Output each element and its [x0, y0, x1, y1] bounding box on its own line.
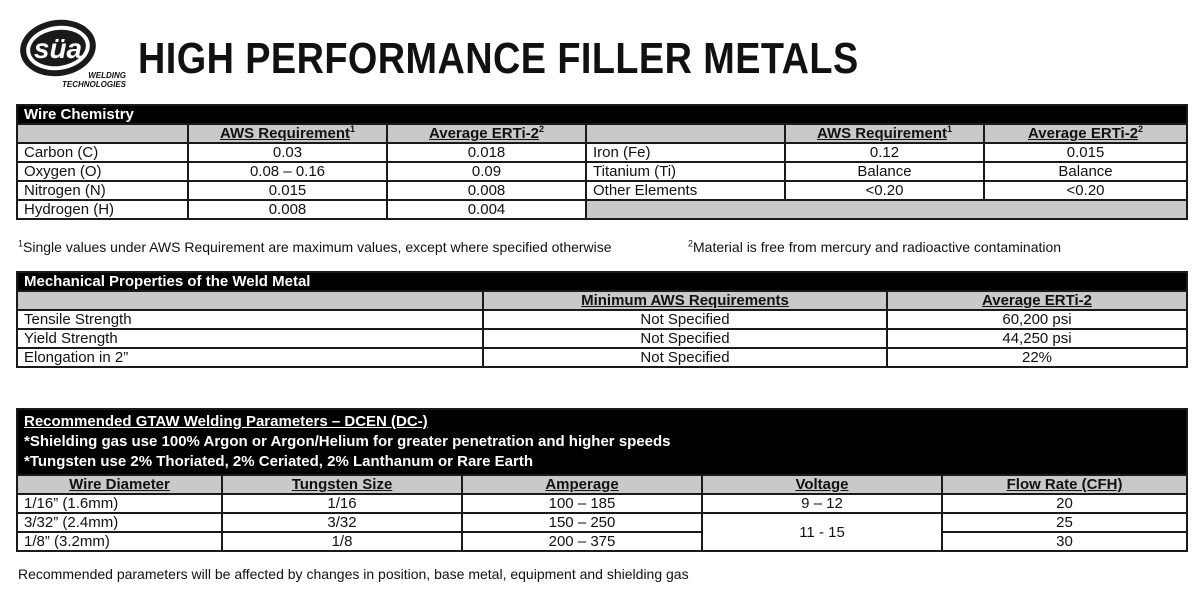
col-avg-right: Average ERTi-$2^2$: [984, 124, 1187, 143]
mechanical-properties-table: [16, 271, 1188, 368]
table-row: Carbon (C) 0.03 0.018 Iron (Fe) 0.12 0.015: [17, 143, 1187, 162]
gtaw-parameters-table: [16, 408, 1188, 552]
page-title: HIGH PERFORMANCE FILLER METALS: [138, 34, 859, 83]
table-row: Oxygen (O) 0.08 – 0.16 0.09 Titanium (Ti) Balance Balance: [17, 162, 1187, 181]
col-voltage: Voltage: [702, 475, 942, 494]
table-row: 1/16” (1.6mm) 1/16 100 – 185 9 – 12 20: [17, 494, 1187, 513]
table-row: Tensile Strength Not Specified 60,200 psi: [17, 310, 1187, 329]
table-row: Elongation in 2” Not Specified 22%: [17, 348, 1187, 367]
page-header: [18, 12, 1188, 94]
gtaw-footnote: Recommended parameters will be affected by changes in position, base metal, equipment and shielding gas: [18, 566, 689, 582]
col-min-aws: Minimum AWS Requirements: [483, 291, 887, 310]
sua-logo: [18, 12, 130, 92]
wire-chemistry-title: Wire Chemistry: [17, 105, 1187, 124]
col-aws-right: AWS Requirement$^1$: [785, 124, 984, 143]
svg-text:süa: süa: [33, 33, 83, 64]
table-row: 3/32” (2.4mm) 3/32 150 – 250 11 - 15 25: [17, 513, 1187, 532]
table-row: Hydrogen (H) 0.008 0.004: [17, 200, 1187, 219]
gtaw-title: Recommended GTAW Welding Parameters – DCEN (DC-) *Shielding gas use 100% Argon or Argon/Helium for greater penetration and higher speeds *Tungsten use 2% Thoriated, 2% Ceriated, 2% Lanthanum or Rare Earth: [17, 409, 1187, 475]
table-row: 1/8” (3.2mm) 1/8 200 – 375 30: [17, 532, 1187, 551]
col-flow-rate: Flow Rate (CFH): [942, 475, 1187, 494]
logo-sub1: WELDING: [88, 71, 126, 80]
logo-sub2: TECHNOLOGIES: [61, 80, 126, 89]
col-avg-erti: Average ERTi-2: [887, 291, 1187, 310]
chemistry-footnote-2: $^2$Material is free from mercury and radioactive contamination: [688, 238, 1062, 255]
col-aws-left: AWS Requirement$^1$: [188, 124, 387, 143]
col-avg-left: Average ERTi-$2^2$: [387, 124, 586, 143]
voltage-merged-cell: 11 - 15: [702, 513, 942, 551]
table-row: Nitrogen (N) 0.015 0.008 Other Elements <0.20 <0.20: [17, 181, 1187, 200]
table-row: Yield Strength Not Specified 44,250 psi: [17, 329, 1187, 348]
wire-chemistry-table: [16, 104, 1188, 220]
col-wire-diameter: Wire Diameter: [17, 475, 222, 494]
mechanical-title: Mechanical Properties of the Weld Metal: [17, 272, 1187, 291]
chemistry-footnote-1: $^1$Single values under AWS Requirement are maximum values, except where specified otherwise: [18, 238, 612, 255]
col-tungsten-size: Tungsten Size: [222, 475, 462, 494]
col-amperage: Amperage: [462, 475, 702, 494]
